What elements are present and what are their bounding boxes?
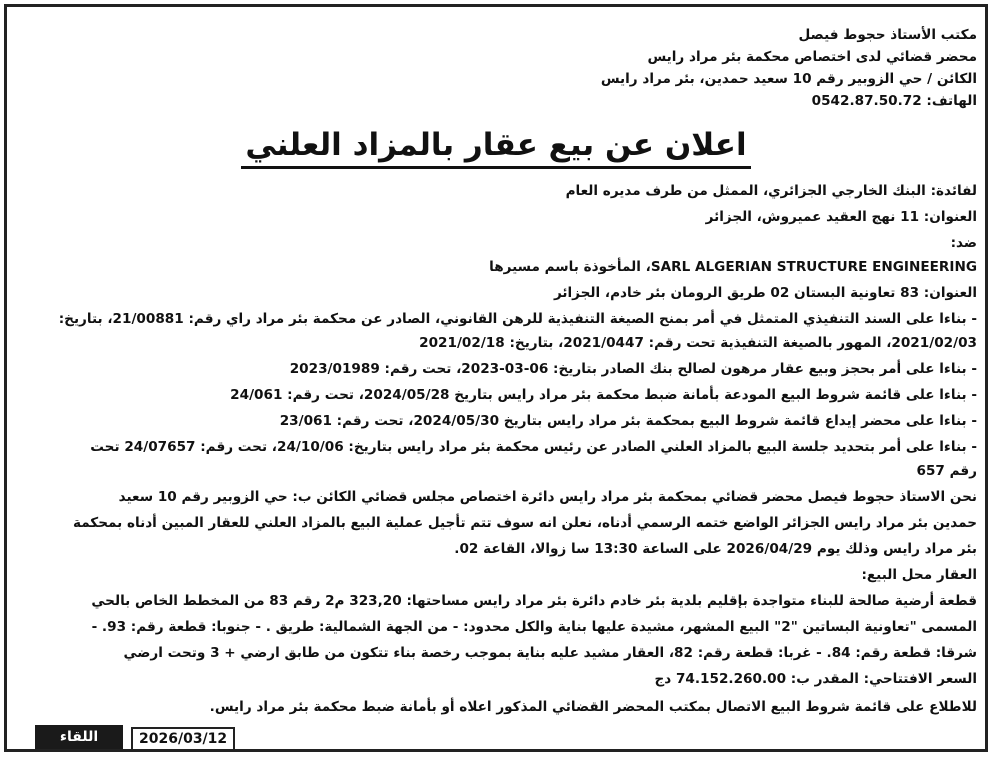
basis-item-1: - بناءا على السند التنفيذي المتمثل في أمر بمنح الصيغة التنفيذية للرهن القانوني، الصادر عن محكمة بئر مراد راي رقم: 21/00881، بتاريخ: [58, 311, 977, 327]
debtor-name: SARL ALGERIAN STRUCTURE ENGINEERING، المأخوذة باسم مسيرها [489, 259, 977, 275]
office-name: مكتب الأستاذ حجوط فيصل [798, 27, 977, 43]
debtor-address: العنوان: 83 تعاونية البستان 02 طريق الرومان بئر خادم، الجزائر [553, 285, 977, 301]
publication-date: 2026/03/12 [131, 727, 235, 749]
beneficiary: لفائدة: البنك الخارجي الجزائري، الممثل من طرف مديره العام [565, 183, 977, 199]
beneficiary-address: العنوان: 11 نهج العقيد عميروش، الجزائر [705, 209, 977, 225]
opening-price: السعر الافتتاحي: المقدر ب: 74.152.260.00 دج [654, 671, 977, 687]
publication-name: اللقاء [35, 725, 123, 749]
notice-line-2: حمدين بئر مراد رايس الجزائر الواضع ختمه الرسمي أدناه، نعلن انه سوف تتم تأجيل عملية البيع بالمزاد العلني للعقار المبين أدناه بمحكمة [72, 515, 977, 531]
basis-item-5: - بناءا على أمر بتحديد جلسة البيع بالمزاد العلني الصادر عن رئيس محكمة بئر مراد رايس بتاريخ: 24/10/06، تحت رقم: 24/07657 تحت [90, 439, 977, 455]
page-title: اعلان عن بيع عقار بالمزاد العلني [241, 125, 750, 169]
property-line-2: المسمى "تعاونية البساتين "2" البيع المشهر، مشيدة عليها بناية والكل محدود: - من الجهة الشمالية: طريق . - جنوبا: قطعة رقم: 93. - [91, 619, 977, 635]
basis-item-1-cont: 2021/02/03، المهور بالصيغة التنفيذية تحت رقم: 2021/0447، بتاريخ: 2021/02/18 [419, 335, 977, 351]
office-role: محضر قضائي لدى اختصاص محكمة بئر مراد رايس [647, 49, 977, 65]
property-heading: العقار محل البيع: [861, 567, 977, 583]
office-phone: الهاتف: 0542.87.50.72 [811, 93, 977, 109]
basis-item-3: - بناءا على قائمة شروط البيع المودعة بأمانة ضبط محكمة بئر مراد رايس بتاريخ 2024/05/28، تحت رقم: 24/061 [230, 387, 977, 403]
notice-line-3: بئر مراد رايس وذلك يوم 2026/04/29 على الساعة 13:30 سا زوالا، القاعة 02. [454, 541, 977, 557]
basis-item-5-cont: رقم 657 [916, 463, 977, 479]
footer [35, 725, 235, 749]
notice-line-1: نحن الاستاذ حجوط فيصل محضر قضائي بمحكمة بئر مراد رايس دائرة اختصاص مجلس قضائي الكائن ب: حي الزوبير رقم 10 سعيد [118, 489, 977, 505]
announcement-frame [4, 4, 988, 752]
basis-item-4: - بناءا على محضر إيداع قائمة شروط البيع بمحكمة بئر مراد رايس بتاريخ 2024/05/30، تحت رقم: 23/061 [279, 413, 977, 429]
info-line: للاطلاع على قائمة شروط البيع الاتصال بمكتب المحضر القضائي المذكور اعلاه أو بأمانة ضبط محكمة بئر مراد رايس. [209, 699, 977, 715]
office-address: الكائن / حي الزوبير رقم 10 سعيد حمدين، بئر مراد رايس [600, 71, 977, 87]
against-label: ضد: [950, 235, 977, 251]
property-line-3: شرقا: قطعة رقم: 84. - غربا: قطعة رقم: 82، العقار مشيد عليه بناية بموجب رخصة بناء تتكون من طابق ارضي + 3 وتحت ارضي [123, 645, 977, 661]
property-line-1: قطعة أرضية صالحة للبناء متواجدة بإقليم بلدية بئر خادم دائرة بئر مراد رايس مساحتها: 323,20 م2 رقم 83 من المخطط الخاص بالحي [91, 593, 977, 609]
basis-item-2: - بناءا على أمر بحجز وبيع عقار مرهون لصالح بنك الصادر بتاريخ: 06-03-2023، تحت رقم: 2023/01989 [289, 361, 977, 377]
